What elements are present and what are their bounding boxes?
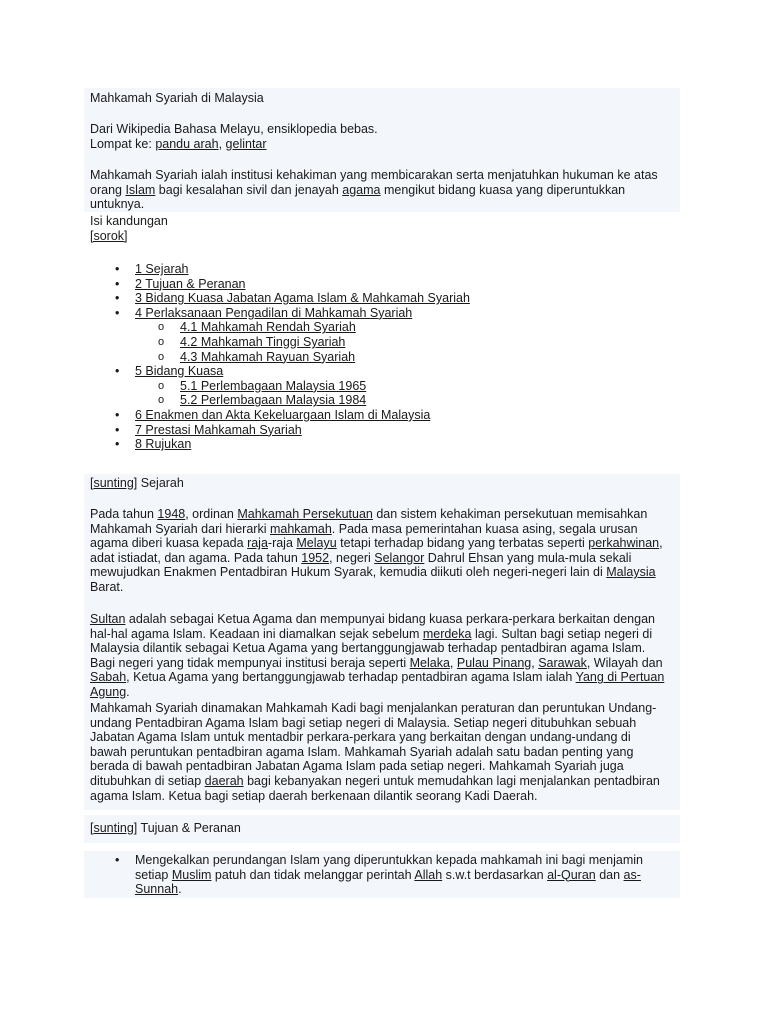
text-run: , negeri xyxy=(329,550,375,565)
text-run: patuh dan tidak melanggar perintah xyxy=(211,867,415,882)
jump-to xyxy=(90,137,670,152)
text-run: Mahkamah Syariah dinamakan Mahkamah Kadi bagi menjalankan peraturan dan peruntukan Undang-undang Pentadbiran Agama Islam bagi setiap negeri di Malaysia. Setiap negeri ditubuhkan sebuah Jabatan Agama Islam untuk mentadbir perkara-perkara yang berkaitan dengan undang-undang di bawah peruntukan pentadbiran agama Islam. Mahkamah Syariah adalah satu badan penting yang berada di bawah pentadbiran Jabatan Agama Islam pada setiap negeri. Mahkamah Syariah juga ditubuhkan di setiap xyxy=(90,701,657,788)
page-title: Mahkamah Syariah di Malaysia xyxy=(90,91,264,105)
inline-link[interactable]: Sarawak xyxy=(538,655,587,670)
inline-link[interactable]: Pulau Pinang xyxy=(456,655,532,670)
toc-item xyxy=(90,320,670,335)
tujuan-list xyxy=(90,853,670,897)
inline-link[interactable]: Mahkamah Persekutuan xyxy=(237,507,373,521)
toc-item xyxy=(90,408,670,423)
toc-link[interactable]: 5.2 Perlembagaan Malaysia 1984 xyxy=(180,393,367,408)
sejarah-paragraph-1 xyxy=(90,507,670,595)
inline-link[interactable]: Allah xyxy=(414,867,443,882)
inline-link[interactable]: 1948 xyxy=(157,507,186,521)
toc-link[interactable]: 7 Prestasi Mahkamah Syariah xyxy=(135,422,302,437)
inline-link[interactable]: daerah xyxy=(204,773,244,788)
toc-link[interactable]: 1 Sejarah xyxy=(135,262,189,276)
section-title: Tujuan & Peranan xyxy=(140,821,241,835)
inline-link[interactable]: as-Sunnah xyxy=(135,867,641,897)
list-item-text xyxy=(135,853,643,896)
text-run: . xyxy=(178,882,182,897)
sejarah-paragraph-2 xyxy=(90,612,670,700)
section-heading-tujuan: [sunting] Tujuan & Peranan xyxy=(90,821,241,835)
section-heading-sejarah: [sunting] Sejarah xyxy=(90,476,184,490)
toc-toggle[interactable]: [sorok] xyxy=(90,228,128,243)
inline-link[interactable]: Sultan xyxy=(90,612,126,626)
toc-item xyxy=(90,364,670,379)
toc-item xyxy=(90,393,670,408)
inline-link[interactable]: perkahwinan xyxy=(588,536,660,551)
inline-link[interactable]: 1952 xyxy=(301,550,330,565)
text-run: , xyxy=(531,655,539,670)
toc-link[interactable]: 4.3 Mahkamah Rayuan Syariah xyxy=(180,349,356,364)
sejarah-paragraph-3 xyxy=(90,701,670,803)
toc-link[interactable]: 2 Tujuan & Peranan xyxy=(135,276,246,291)
intro-text xyxy=(90,168,670,212)
intro-paragraph xyxy=(90,168,670,212)
toc-link[interactable]: 6 Enakmen dan Akta Kekeluargaan Islam di Malaysia xyxy=(135,407,431,422)
text-run: Barat. xyxy=(90,579,124,594)
toc-item xyxy=(90,379,670,394)
text-run: lagi. Sultan bagi setiap negeri di Malaysia dilantik sebagai Ketua Agama yang bertanggungjawab terhadap pentadbiran agama Islam. Bagi negeri yang tidak mempunyai institusi beraja seperti xyxy=(90,626,653,670)
text-run: Mengekalkan perundangan Islam yang diperuntukkan kepada mahkamah ini bagi menjamin setiap xyxy=(135,853,643,882)
toc-item xyxy=(90,306,670,321)
inline-link[interactable]: Selangor xyxy=(374,550,425,565)
inline-link[interactable]: al-Quran xyxy=(547,867,596,882)
toc-heading: Isi kandungan xyxy=(90,214,168,228)
text-run: bagi kebanyakan negeri untuk memudahkan lagi menjalankan pentadbiran agama Islam. Ketua bagi setiap daerah berkenaan dilantik seorang Kadi Daerah. xyxy=(90,773,660,803)
text-run: Dahrul Ehsan yang mula-mula sekali mewujudkan Enakmen Pentadbiran Hukum Syarak, kemudia diikuti oleh negeri-negeri lain di xyxy=(90,550,632,580)
inline-link[interactable]: Sabah xyxy=(90,670,127,685)
text-run: mengikut bidang kuasa yang diperuntukkan untuknya. xyxy=(90,182,626,212)
inline-link[interactable]: Melayu xyxy=(296,536,337,551)
toc-item xyxy=(90,423,670,438)
text-run: , Ketua Agama yang bertanggungjawab terhadap pentadbiran agama Islam ialah xyxy=(126,670,576,685)
toc-item xyxy=(90,350,670,365)
text-run: dan sistem kehakiman persekutuan memisahkan Mahkamah Syariah dari hierarki xyxy=(90,507,648,536)
section-title: Sejarah xyxy=(140,476,184,490)
text-run: -raja xyxy=(267,536,297,551)
inline-link[interactable]: Muslim xyxy=(171,867,212,882)
toc-item xyxy=(90,277,670,292)
inline-link[interactable]: Melaka xyxy=(409,655,450,670)
text-run: , adat istiadat, dan agama. Pada tahun xyxy=(90,536,663,565)
toc-list xyxy=(90,262,670,452)
text-run: Pada tahun xyxy=(90,507,158,521)
text-run: s.w.t berdasarkan xyxy=(442,867,548,882)
search-link[interactable]: gelintar xyxy=(225,136,267,151)
paragraph-text xyxy=(90,612,670,700)
site-sub xyxy=(90,122,670,151)
paragraph-text xyxy=(90,507,670,595)
inline-link[interactable]: mahkamah xyxy=(269,521,332,536)
text-run: , Wilayah dan xyxy=(586,655,663,670)
inline-link[interactable]: Yang di Pertuan Agung xyxy=(90,670,665,699)
text-run: adalah sebagai Ketua Agama dan mempunyai bidang kuasa perkara-perkara berkaitan dengan hal-hal agama Islam. Keadaan ini diamalkan sejak sebelum xyxy=(90,612,655,641)
text-run: bagi kesalahan sivil dan jenayah xyxy=(155,182,343,197)
toc-item xyxy=(90,262,670,277)
inline-link[interactable]: merdeka xyxy=(422,626,472,641)
toc xyxy=(90,214,670,243)
text-run: Mahkamah Syariah ialah institusi kehakiman yang membicarakan serta menjatuhkan hukuman ke atas orang xyxy=(90,168,658,197)
inline-link[interactable]: Malaysia xyxy=(606,565,656,580)
toc-item xyxy=(90,291,670,306)
toc-link[interactable]: 5 Bidang Kuasa xyxy=(135,364,224,379)
toc-link[interactable]: 5.1 Perlembagaan Malaysia 1965 xyxy=(180,378,367,393)
inline-link[interactable]: Islam xyxy=(125,182,156,197)
toc-item xyxy=(90,335,670,350)
inline-link[interactable]: raja xyxy=(247,536,268,551)
toc-link[interactable]: 4 Perlaksanaan Pengadilan di Mahkamah Syariah xyxy=(135,305,413,320)
toc-link[interactable]: 4.2 Mahkamah Tinggi Syariah xyxy=(180,334,346,349)
edit-link[interactable]: sunting xyxy=(93,821,134,835)
jump-separator: , xyxy=(218,136,226,151)
text-run: . xyxy=(126,684,130,699)
tagline: Dari Wikipedia Bahasa Melayu, ensiklopedia bebas. xyxy=(90,122,378,136)
nav-link[interactable]: pandu arah xyxy=(155,136,219,151)
inline-link[interactable]: agama xyxy=(342,182,381,197)
toc-link[interactable]: 3 Bidang Kuasa Jabatan Agama Islam & Mahkamah Syariah xyxy=(135,291,470,306)
text-run: , ordinan xyxy=(185,507,238,521)
edit-link[interactable]: sunting xyxy=(93,476,134,490)
text-run: , xyxy=(449,655,457,670)
text-run: . Pada masa pemerintahan kuasa asing, segala urusan agama diberi kuasa kepada xyxy=(90,521,638,551)
toc-list-wrap xyxy=(90,262,670,452)
jump-prefix: Lompat ke: xyxy=(90,136,156,151)
toc-link[interactable]: 4.1 Mahkamah Rendah Syariah xyxy=(180,320,356,335)
toc-link[interactable]: 8 Rujukan xyxy=(135,437,192,452)
text-run: tetapi terhadap bidang yang terbatas seperti xyxy=(336,536,589,551)
text-run: dan xyxy=(595,867,624,882)
list-item xyxy=(90,853,670,897)
toc-item xyxy=(90,437,670,452)
paragraph-text xyxy=(90,701,670,803)
